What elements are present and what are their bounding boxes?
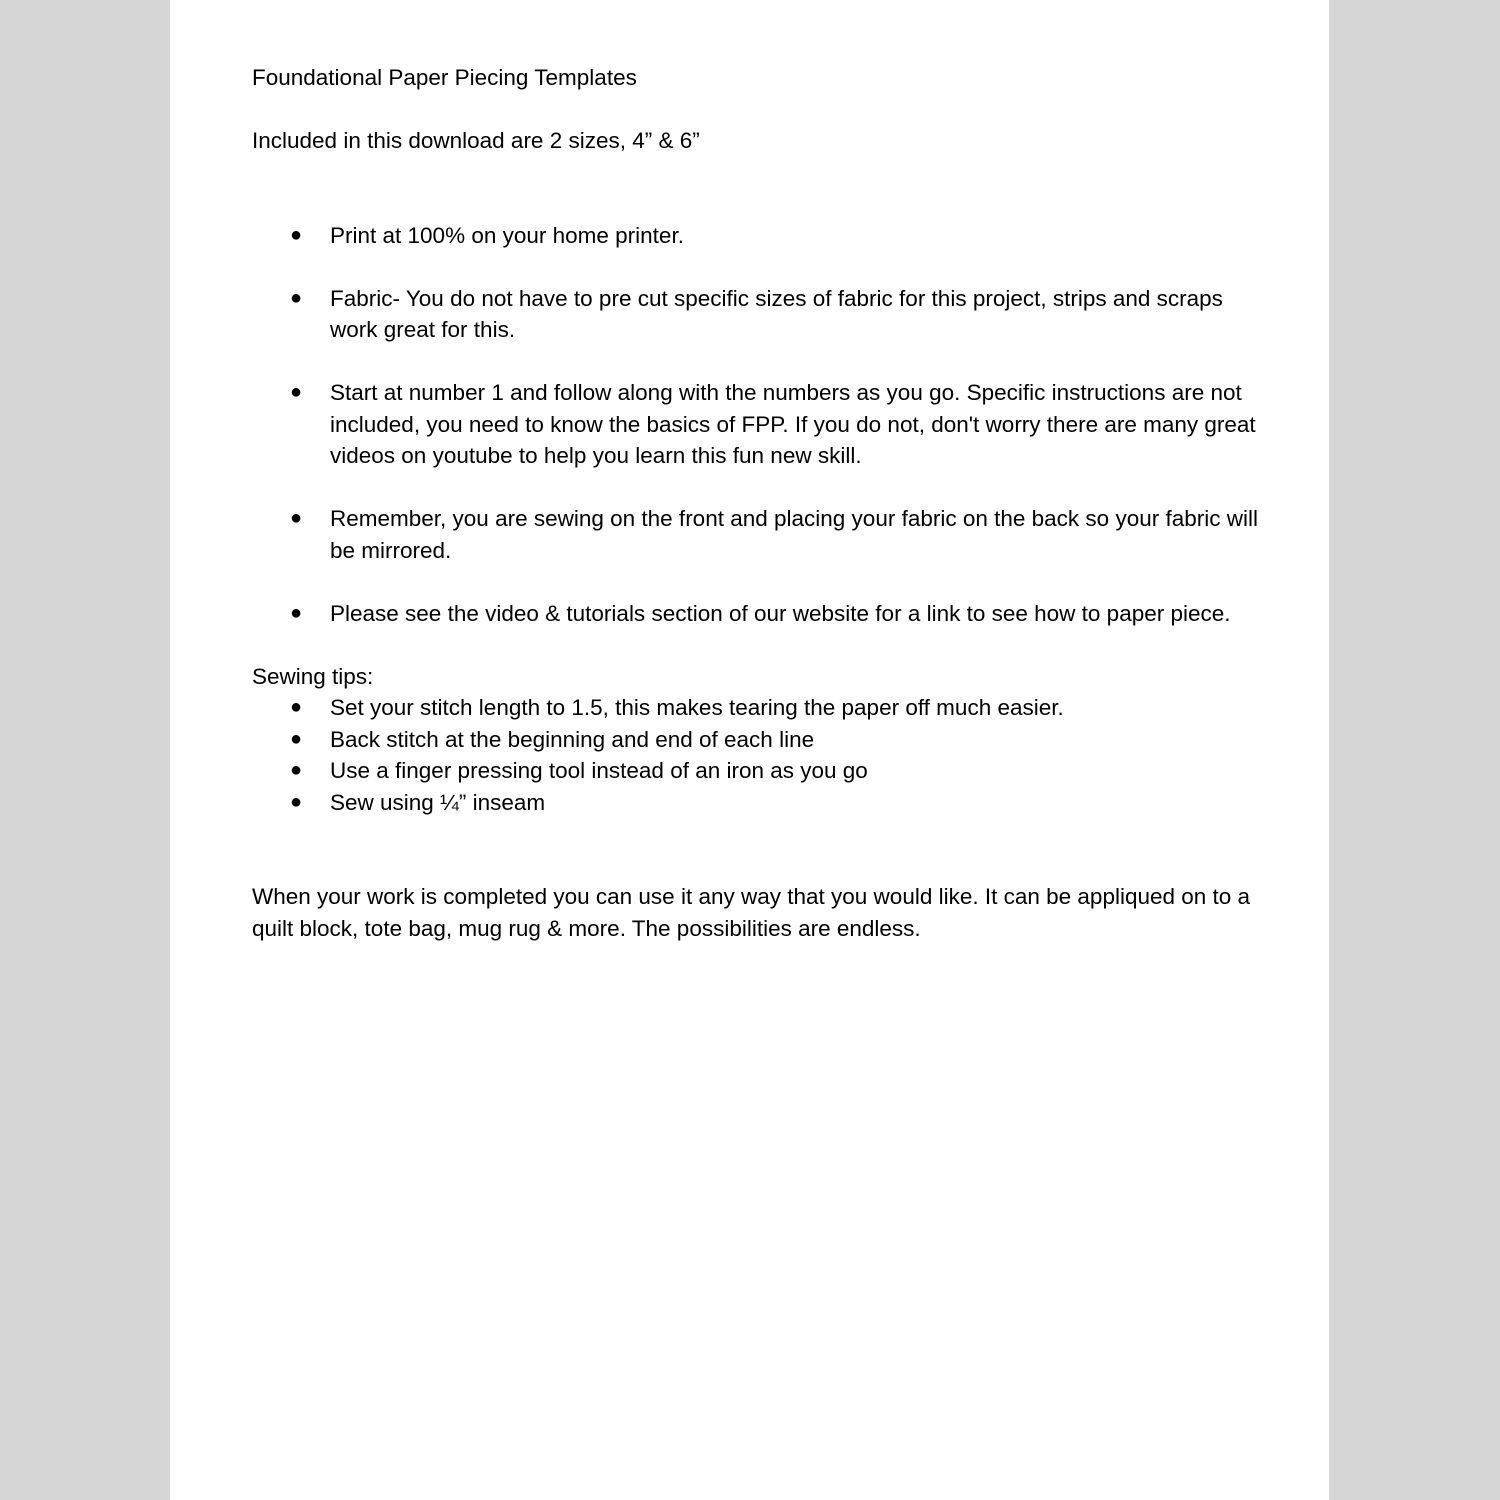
list-item-text: Start at number 1 and follow along with the numbers as you go. Specific instructions are not included, you need to know the basics of FPP. If you do not, don't worry there are many great videos on youtube to help you learn this fun new skill. [330,380,1256,468]
list-item [252,503,1272,566]
bullet-icon: ● [290,286,303,309]
sewing-tips-heading: Sewing tips: [252,663,374,689]
bullet-icon: ● [290,696,303,718]
list-item-text: Please see the video & tutorials section of our website for a link to see how to paper piece. [330,600,1231,626]
list-item-text: Print at 100% on your home printer. [330,222,684,248]
closing-paragraph: When your work is completed you can use it any way that you would like. It can be appliqued on to a quilt block, tote bag, mug rug & more. The possibilities are endless. [252,884,1251,941]
bullet-icon: ● [290,759,303,781]
list-item [252,283,1272,346]
list-item-text: Fabric- You do not have to pre cut specific sizes of fabric for this project, strips and scraps work great for this. [330,285,1223,342]
list-item [252,724,1272,756]
list-item [252,692,1272,724]
list-item [252,598,1272,630]
bullet-icon: ● [290,727,303,750]
bullet-icon: ● [290,507,303,529]
list-item [252,220,1272,252]
instructions-list [252,220,1272,630]
list-item-text: Use a finger pressing tool instead of an iron as you go [330,758,868,783]
list-item [252,377,1272,472]
bullet-icon: ● [290,381,303,403]
bullet-icon: ● [290,601,303,624]
list-item [252,755,1272,787]
list-item [252,787,1272,819]
intro-paragraph: Included in this download are 2 sizes, 4” & 6” [252,128,700,153]
bullet-icon: ● [290,223,303,246]
list-item-text: Sew using ¼” inseam [330,789,546,815]
list-item-text: Set your stitch length to 1.5, this makes tearing the paper off much easier. [330,695,1064,720]
document-page [170,0,1329,1500]
sewing-tips-list [252,692,1272,818]
list-item-text: Remember, you are sewing on the front and placing your fabric on the back so your fabric will be mirrored. [330,506,1258,563]
page-content [252,62,1272,944]
bullet-icon: ● [290,790,303,813]
list-item-text: Back stitch at the beginning and end of each line [330,726,815,752]
document-title: Foundational Paper Piecing Templates [252,65,637,90]
